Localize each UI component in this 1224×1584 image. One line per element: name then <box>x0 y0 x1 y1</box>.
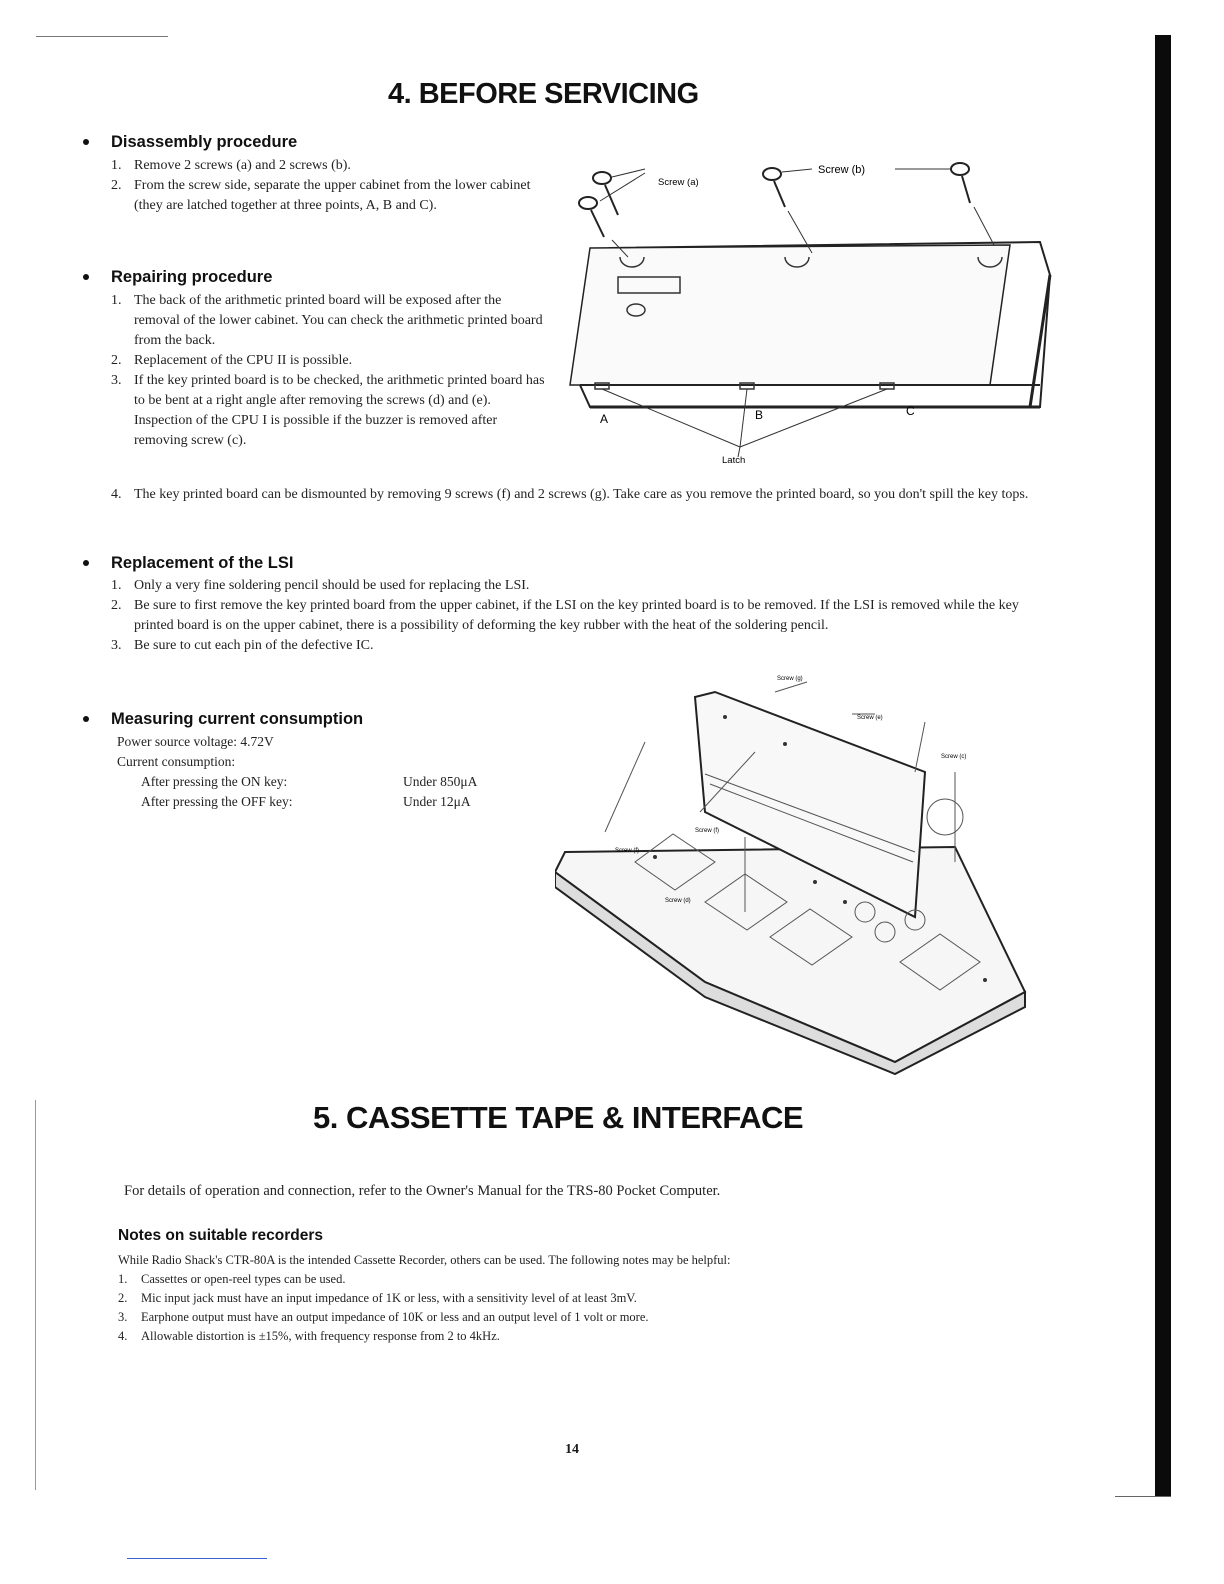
bottom-right-rule <box>1115 1496 1171 1497</box>
bottom-left-rule <box>127 1558 267 1559</box>
lsi-section <box>111 554 1056 656</box>
list-item: 1. The back of the arithmetic printed board will be exposed after the removal of the lower cabinet. You can check the arithmetic printed board from the back. <box>111 293 543 348</box>
bullet-icon <box>83 560 89 566</box>
list-item: 4. The key printed board can be dismounted by removing 9 screws (f) and 2 screws (g). Take care as you remove the printed board, so you don't spill the key tops. <box>111 487 1029 502</box>
left-margin-rule <box>35 1100 36 1490</box>
current-heading: Measuring current consumption <box>111 710 531 729</box>
label-screw-e: Screw (e) <box>857 715 883 721</box>
bullet-icon <box>83 139 89 145</box>
voltage-line: Power source voltage: 4.72V <box>117 734 274 749</box>
bullet-icon <box>83 716 89 722</box>
notes-heading: Notes on suitable recorders <box>118 1227 324 1244</box>
list-item: 4. Allowable distortion is ±15%, with frequency response from 2 to 4kHz. <box>118 1329 500 1343</box>
section-title-cassette: 5. CASSETTE TAPE & INTERFACE <box>313 1100 804 1135</box>
label-point-a: A <box>600 412 609 426</box>
label-latch: Latch <box>722 455 746 466</box>
label-screw-f2: Screw (f) <box>615 848 639 854</box>
label-screw-g: Screw (g) <box>777 676 803 682</box>
cassette-intro: For details of operation and connection, refer to the Owner's Manual for the TRS-80 Pocket Computer. <box>124 1183 721 1199</box>
label-screw-c: Screw (c) <box>941 754 967 760</box>
list-item: 2. Replacement of the CPU II is possible. <box>111 353 353 368</box>
label-screw-b: Screw (b) <box>818 164 866 176</box>
table-row: After pressing the OFF key: Under 12μA <box>141 794 471 809</box>
consumption-line: Current consumption: <box>117 754 236 769</box>
label-point-b: B <box>755 408 764 422</box>
list-item: 1. Cassettes or open-reel types can be used. <box>118 1272 346 1286</box>
list-item: 2. Mic input jack must have an input impedance of 1K or less, with a sensitivity level of at least 3mV. <box>118 1291 637 1305</box>
list-item: 1. Remove 2 screws (a) and 2 screws (b). <box>111 158 351 173</box>
repairing-heading: Repairing procedure <box>111 268 547 287</box>
notes-list <box>118 1251 1058 1346</box>
top-left-rule <box>36 36 168 37</box>
figure-cabinet-screws <box>550 145 1060 470</box>
label-point-c: C <box>906 404 915 418</box>
list-item: 2. Be sure to first remove the key printed board from the upper cabinet, if the LSI on the key printed board is to be removed. If the LSI is removed while the key printed board is on the upper cabinet, there is a possibility of deforming the key rubber with the heat of the soldering pencil. <box>111 598 1019 633</box>
bullet-icon <box>83 274 89 280</box>
lsi-heading: Replacement of the LSI <box>111 554 1056 573</box>
label-screw-a: Screw (a) <box>658 177 699 188</box>
current-section <box>111 710 531 812</box>
list-item: 1. Only a very fine soldering pencil should be used for replacing the LSI. <box>111 578 530 593</box>
table-row: After pressing the ON key: Under 850μA <box>141 774 478 789</box>
disassembly-heading: Disassembly procedure <box>111 133 541 152</box>
list-item: 2. From the screw side, separate the upper cabinet from the lower cabinet (they are latched together at three points, A, B and C). <box>111 178 531 213</box>
list-item: 3. Earphone output must have an output impedance of 10K or less and an output level of 1 volt or more. <box>118 1310 649 1324</box>
label-screw-f: Screw (f) <box>695 828 719 834</box>
figure-open-unit <box>555 662 1035 1077</box>
page-number: 14 <box>565 1442 579 1457</box>
list-item: 3. Be sure to cut each pin of the defective IC. <box>111 638 374 653</box>
right-edge-bar <box>1155 35 1171 1496</box>
section-title-before-servicing: 4. BEFORE SERVICING <box>388 78 699 110</box>
disassembly-section <box>111 133 541 216</box>
repairing-section <box>111 268 547 451</box>
label-screw-d: Screw (d) <box>665 898 691 904</box>
notes-intro: While Radio Shack's CTR-80A is the intended Cassette Recorder, others can be used. The following notes may be helpful: <box>118 1253 731 1267</box>
list-item: 3. If the key printed board is to be checked, the arithmetic printed board has to be bent at a right angle after removing the screws (d) and (e). Inspection of the CPU I is possible if the buzzer is removed after removing screw (c). <box>111 373 545 448</box>
